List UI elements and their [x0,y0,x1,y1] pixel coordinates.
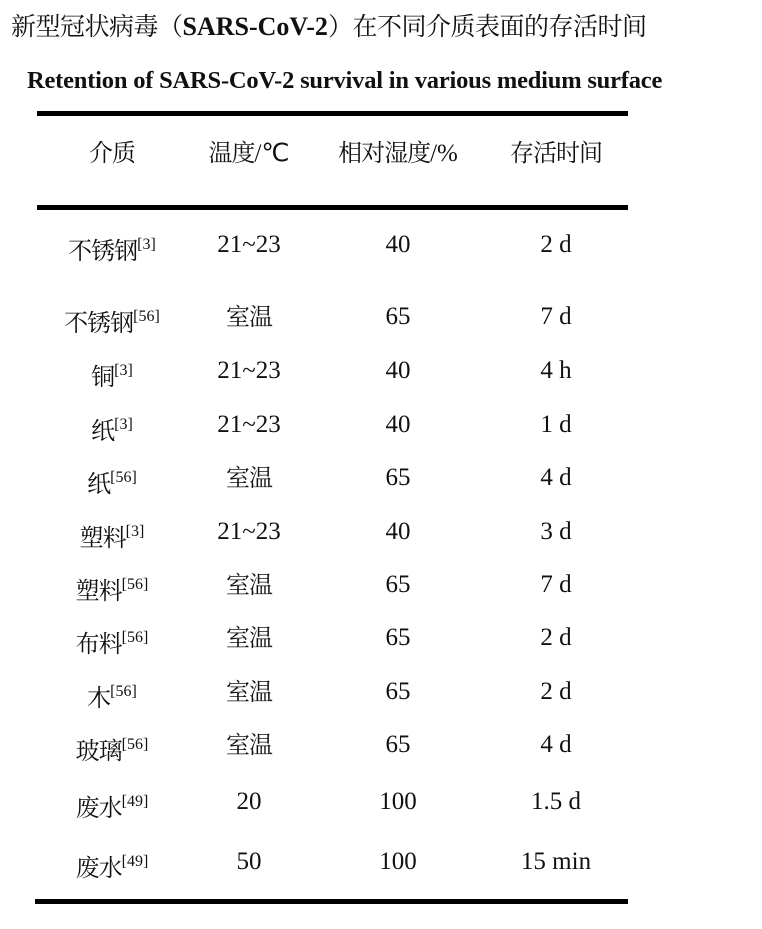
medium-value: 纸 [87,470,111,498]
survival-value: 4 d [540,464,572,491]
humidity-value: 65 [385,464,411,491]
survival-value: 2 d [540,231,572,258]
medium-value: 废水 [75,794,122,822]
humidity-value: 40 [385,357,411,384]
cell-humidity [386,730,411,760]
cell-survival [540,463,571,493]
cell-medium [76,623,149,659]
cell-medium [87,463,137,499]
temperature-value: 21~23 [217,231,281,258]
cell-temperature [217,230,281,260]
cell-survival [531,787,581,817]
temperature-value: 室温 [226,571,272,599]
temperature-value: 21~23 [217,518,281,545]
survival-value: 2 d [540,624,572,651]
cell-temperature [217,410,281,440]
cell-temperature [237,787,262,817]
temperature-value: 室温 [226,303,272,331]
cell-survival [540,570,571,600]
humidity-value: 40 [385,518,411,545]
cell-humidity [386,302,411,332]
cell-survival [521,847,591,877]
cell-humidity [386,623,411,653]
header-temperature-unit: /℃ [254,140,290,167]
reference-citation: [56] [121,736,149,753]
temperature-value: 室温 [226,678,272,706]
medium-value: 不锈钢 [64,309,134,337]
survival-value: 1.5 d [531,788,581,815]
cell-survival [540,302,571,332]
reference-citation: [56] [110,469,137,486]
table-header-rule [37,205,628,210]
title-cn-suffix: ）在不同介质表面的存活时间 [327,12,647,41]
survival-value: 3 d [540,518,572,545]
cell-humidity [386,517,411,547]
temperature-value: 室温 [226,731,272,759]
temperature-value: 室温 [226,464,272,492]
medium-value: 玻璃 [75,737,122,765]
humidity-value: 40 [385,231,411,258]
reference-citation: [3] [125,523,145,540]
cell-survival [540,730,571,760]
cell-temperature [237,847,262,877]
reference-citation: [49] [121,793,149,810]
cell-humidity [386,463,411,493]
humidity-value: 65 [385,731,411,758]
medium-value: 纸 [91,417,115,445]
cell-temperature [226,730,272,760]
medium-value: 木 [87,684,111,712]
cell-temperature [226,570,272,600]
cell-medium [91,410,133,446]
temperature-value: 50 [236,848,262,875]
header-temperature-label: 温度 [208,139,255,167]
table-title-chinese [11,10,646,44]
cell-medium [68,230,156,266]
humidity-value: 100 [379,788,417,815]
cell-temperature [226,302,272,332]
reference-citation: [3] [137,236,156,253]
survival-value: 2 d [540,678,572,705]
humidity-value: 40 [385,411,411,438]
humidity-value: 65 [385,303,411,330]
medium-value: 布料 [75,630,122,658]
reference-citation: [56] [121,576,149,593]
table-title-english: Retention of SARS-CoV-2 survival in various medium surface [27,67,663,94]
temperature-value: 20 [236,788,262,815]
header-humidity [338,138,458,169]
humidity-value: 100 [379,848,417,875]
cell-medium [76,730,149,766]
survival-value: 7 d [540,303,572,330]
cell-survival [540,410,571,440]
cell-humidity [379,847,417,877]
cell-humidity [386,677,411,707]
reference-citation: [56] [110,683,137,700]
cell-medium [76,787,149,823]
cell-temperature [226,677,272,707]
cell-humidity [386,410,411,440]
cell-medium [87,677,137,713]
cell-survival [540,623,571,653]
reference-citation: [56] [133,308,160,325]
cell-survival [540,356,571,386]
cell-medium [80,517,145,553]
humidity-value: 65 [385,571,411,598]
cell-medium [76,570,149,606]
cell-survival [540,677,571,707]
medium-value: 塑料 [75,577,122,605]
reference-citation: [3] [114,416,133,433]
cell-medium [64,302,160,338]
reference-citation: [3] [114,362,133,379]
cell-humidity [386,356,411,386]
survival-value: 1 d [540,411,572,438]
header-medium: 介质 [89,139,135,167]
cell-medium [91,356,133,392]
header-humidity-label: 相对湿度 [338,139,431,167]
survival-value: 4 h [540,357,572,384]
cell-humidity [386,570,411,600]
header-temperature [208,138,289,169]
cell-survival [540,517,571,547]
cell-humidity [379,787,417,817]
cell-survival [540,230,571,260]
reference-citation: [56] [121,629,149,646]
header-humidity-unit: /% [430,140,458,167]
medium-value: 铜 [91,363,115,391]
survival-value: 15 min [520,848,592,875]
humidity-value: 65 [385,624,411,651]
header-survival-time: 存活时间 [510,139,602,167]
cell-humidity [386,230,411,260]
cell-medium [76,847,149,883]
humidity-value: 65 [385,678,411,705]
table-bottom-rule [35,899,628,904]
survival-value: 7 d [540,571,572,598]
cell-temperature [217,517,281,547]
survival-value: 4 d [540,731,572,758]
medium-value: 塑料 [79,524,126,552]
medium-value: 不锈钢 [68,237,138,265]
reference-citation: [49] [121,853,149,870]
cell-temperature [226,463,272,493]
table-top-rule [37,111,628,116]
cell-temperature [217,356,281,386]
title-cn-prefix: 新型冠状病毒（ [11,12,183,41]
temperature-value: 室温 [226,624,272,652]
medium-value: 废水 [75,854,122,882]
cell-temperature [226,623,272,653]
temperature-value: 21~23 [217,411,281,438]
temperature-value: 21~23 [217,357,281,384]
title-cn-latin: SARS-CoV-2 [182,12,328,41]
